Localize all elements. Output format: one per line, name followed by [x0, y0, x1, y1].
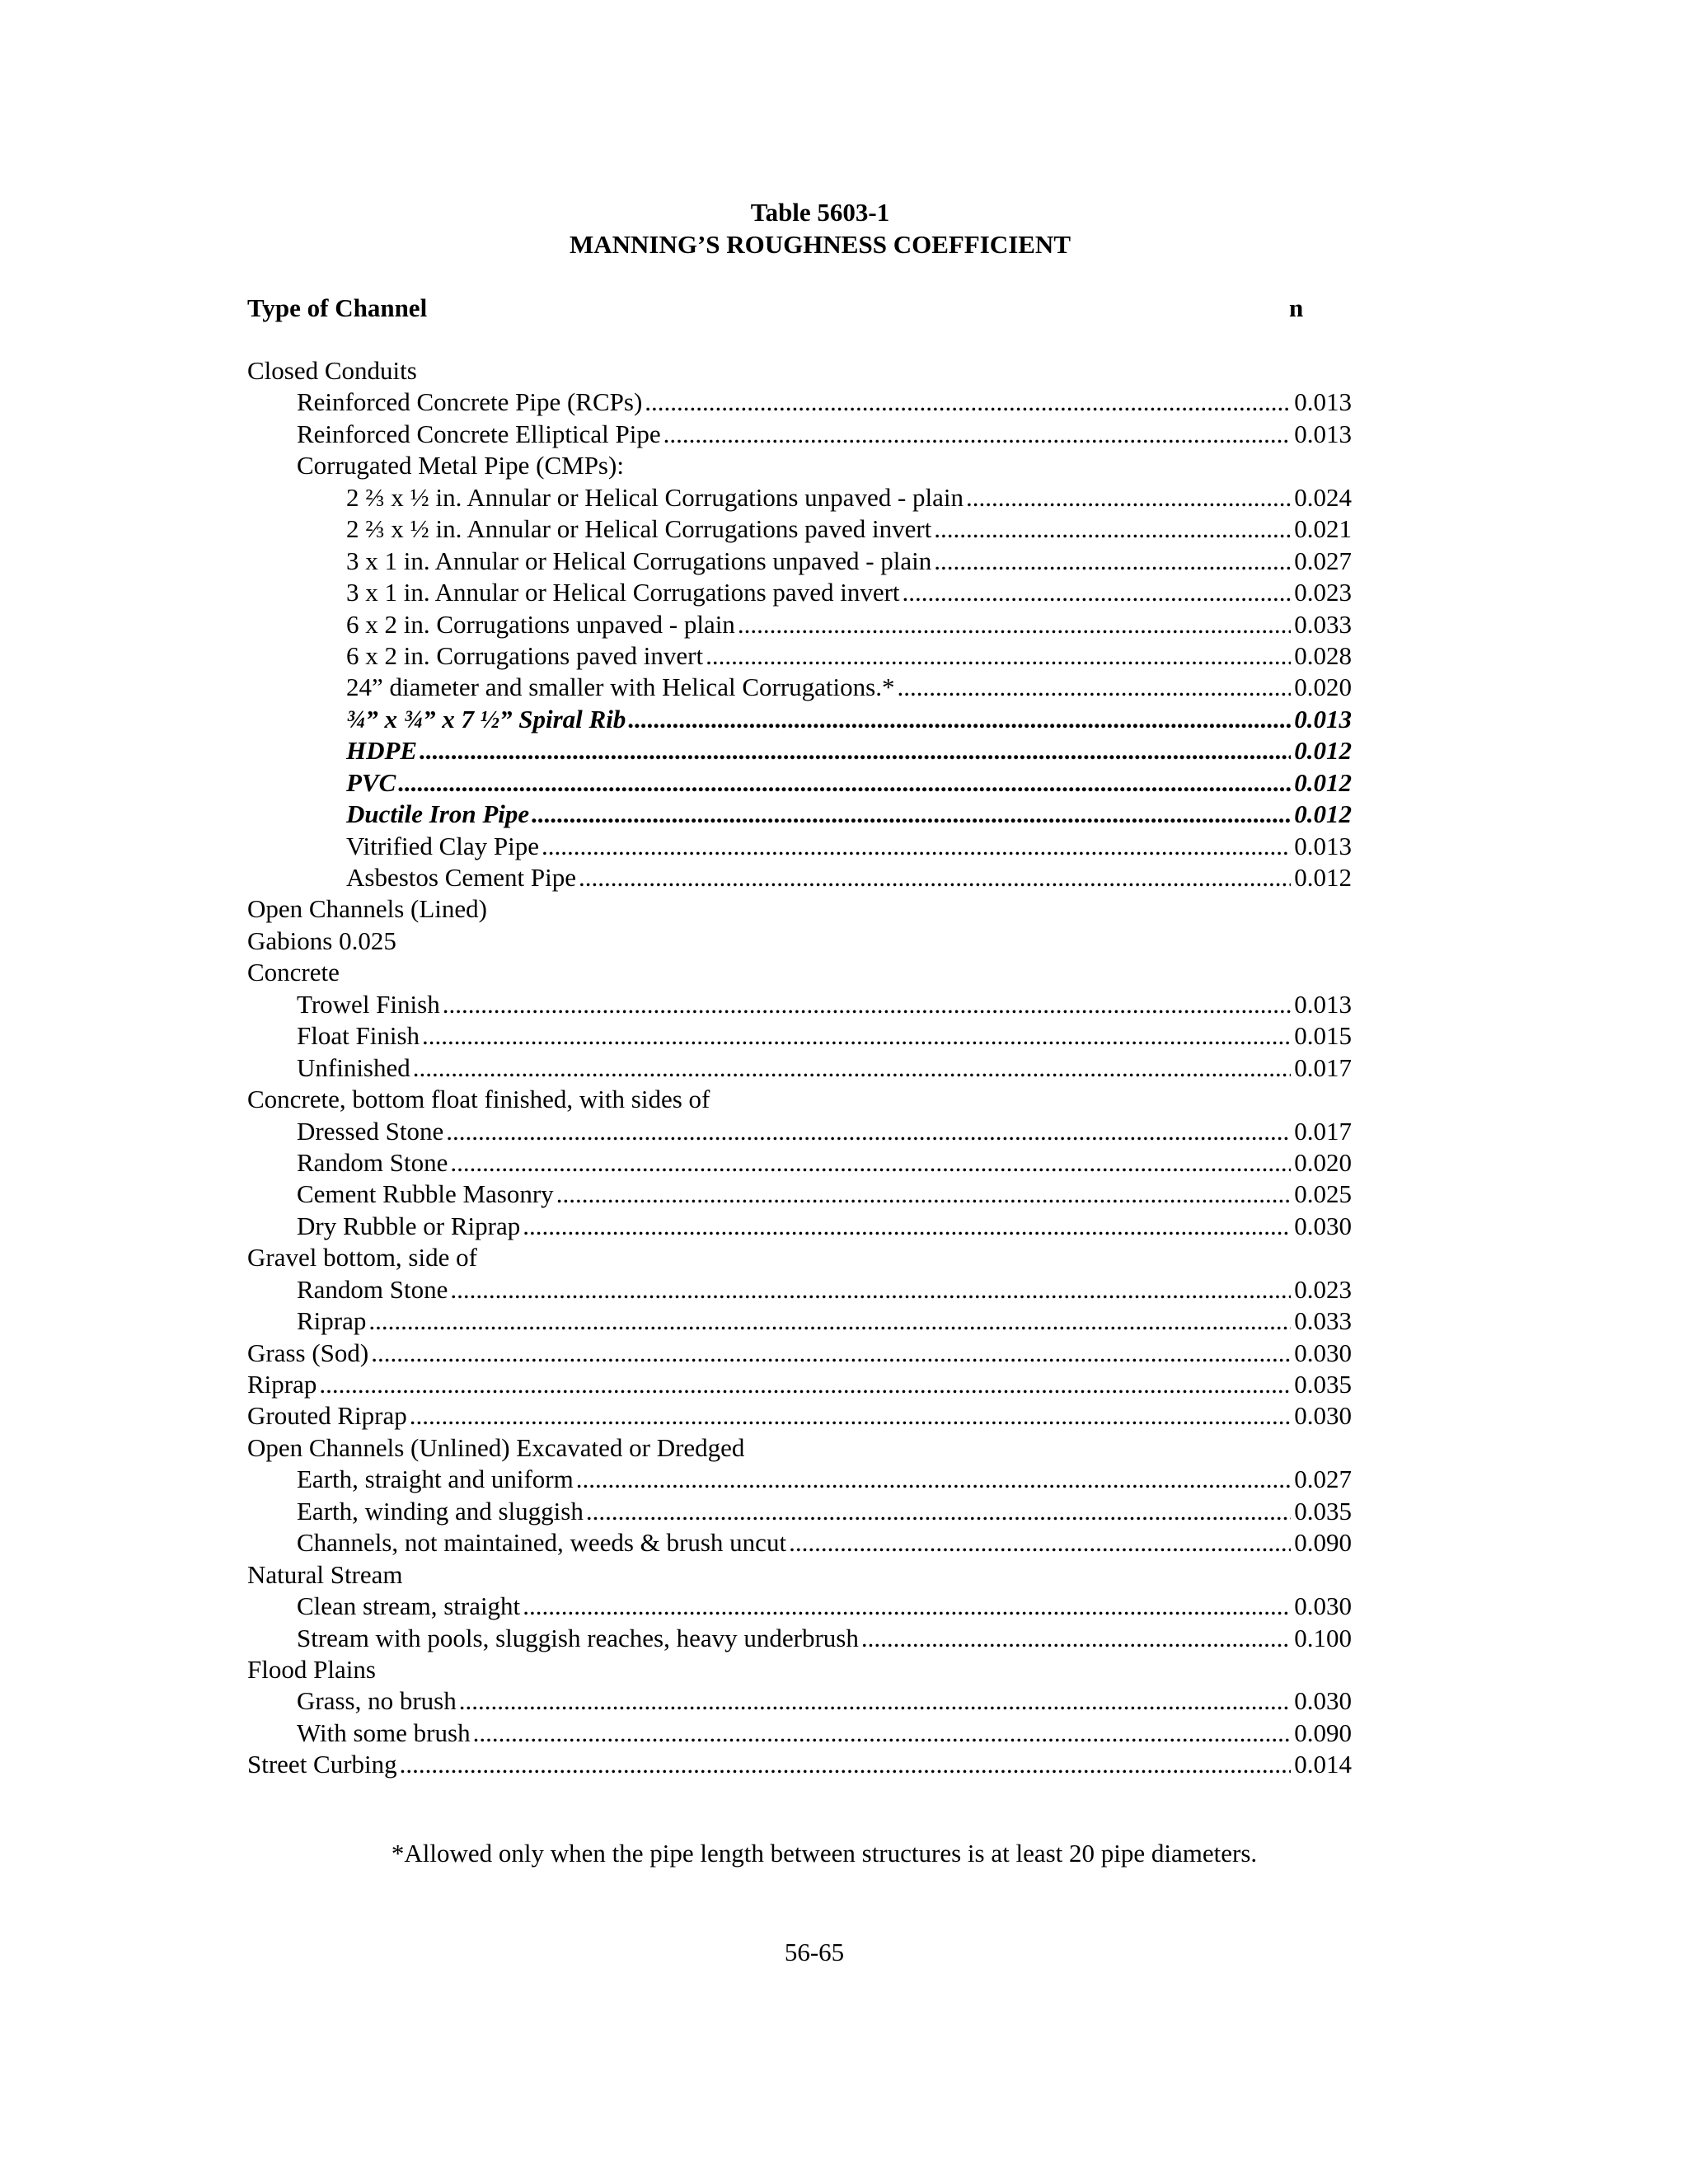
row-label: Gravel bottom, side of: [247, 1243, 477, 1272]
dot-leader: [443, 989, 1292, 1020]
footnote: *Allowed only when the pipe length between structures is at least 20 pipe diameters.: [391, 1839, 1258, 1868]
table-row: [247, 1400, 1352, 1432]
row-label: Gabions 0.025: [247, 926, 396, 955]
column-header-n: n: [1289, 293, 1304, 322]
table-row: [247, 1338, 1352, 1369]
table-row: [247, 419, 1352, 450]
dot-leader: [473, 1718, 1292, 1749]
row-label: Asbestos Cement Pipe: [346, 863, 576, 892]
row-label: Stream with pools, sluggish reaches, heavy underbrush: [297, 1623, 859, 1652]
row-value: 0.012: [1294, 767, 1352, 797]
table-name: MANNING’S ROUGHNESS COEFFICIENT: [569, 230, 1071, 259]
table-row: [247, 513, 1352, 545]
dot-leader: [542, 831, 1291, 862]
table-row: [247, 1211, 1352, 1242]
dot-leader: [579, 862, 1291, 893]
dot-leader: [966, 482, 1291, 513]
row-label: Grass (Sod): [247, 1338, 369, 1367]
dot-leader: [628, 704, 1291, 735]
row-value: 0.030: [1294, 1591, 1352, 1621]
row-value: 0.012: [1294, 799, 1352, 829]
row-value: 0.030: [1294, 1686, 1352, 1716]
row-label: Riprap: [247, 1370, 317, 1399]
table-row: [247, 482, 1352, 513]
dot-leader: [738, 609, 1291, 640]
row-label: 2 ⅔ x ½ in. Annular or Helical Corrugations paved invert: [346, 514, 932, 544]
row-value: 0.027: [1294, 546, 1352, 575]
row-label: Grouted Riprap: [247, 1401, 407, 1431]
table-title-block: [0, 196, 1640, 260]
dot-leader: [371, 1338, 1291, 1369]
table-section-heading: [247, 957, 1352, 988]
row-label: Flood Plains: [247, 1654, 376, 1684]
dot-leader: [398, 767, 1291, 799]
row-label: Riprap: [297, 1306, 367, 1336]
table-row: [247, 640, 1352, 672]
dot-leader: [523, 1591, 1291, 1622]
table-row: [247, 1274, 1352, 1305]
row-value: 0.014: [1294, 1750, 1352, 1779]
table-row: [247, 704, 1352, 735]
table-row: [247, 1464, 1352, 1495]
row-value: 0.013: [1294, 704, 1352, 733]
row-label: Open Channels (Unlined) Excavated or Dredged: [247, 1432, 745, 1462]
table-row: [247, 1369, 1352, 1400]
dot-leader: [903, 577, 1292, 608]
row-label: Reinforced Concrete Elliptical Pipe: [297, 419, 661, 448]
row-value: 0.017: [1294, 1052, 1352, 1082]
dot-leader: [897, 672, 1291, 703]
table-section-heading: [247, 1432, 1352, 1464]
table-row: [247, 1527, 1352, 1558]
table-section-heading: [247, 1654, 1352, 1685]
row-value: 0.013: [1294, 831, 1352, 860]
table-row: [247, 450, 1352, 481]
table-row: [247, 609, 1352, 640]
row-label: Natural Stream: [247, 1559, 403, 1589]
dot-leader: [663, 419, 1292, 450]
row-label: Random Stone: [297, 1274, 448, 1304]
row-label: Closed Conduits: [247, 356, 417, 385]
table-row: [247, 1116, 1352, 1147]
table-row: [247, 1718, 1352, 1749]
row-value: 0.035: [1294, 1370, 1352, 1399]
dot-leader: [368, 1305, 1291, 1337]
row-label: ¾” x ¾” x 7 ½” Spiral Rib: [346, 704, 626, 733]
row-value: 0.012: [1294, 736, 1352, 766]
row-value: 0.013: [1294, 419, 1352, 448]
row-value: 0.028: [1294, 640, 1352, 670]
table-row: [247, 1623, 1352, 1654]
row-label: Corrugated Metal Pipe (CMPs):: [297, 451, 624, 480]
dot-leader: [420, 735, 1291, 766]
row-label: Ductile Iron Pipe: [346, 799, 530, 829]
row-label: Float Finish: [297, 1021, 420, 1051]
coefficient-table: [247, 355, 1352, 1781]
row-value: 0.033: [1294, 609, 1352, 639]
row-label: 2 ⅔ x ½ in. Annular or Helical Corrugations unpaved - plain: [346, 482, 964, 512]
row-value: 0.013: [1294, 387, 1352, 417]
table-row: [247, 672, 1352, 703]
table-section-heading: [247, 1559, 1352, 1591]
row-value: 0.033: [1294, 1306, 1352, 1336]
row-value: 0.013: [1294, 989, 1352, 1019]
table-section-heading: [247, 893, 1352, 925]
dot-leader: [556, 1179, 1292, 1210]
dot-leader: [532, 799, 1291, 830]
dot-leader: [645, 387, 1291, 418]
row-value: 0.100: [1294, 1623, 1352, 1652]
row-value: 0.035: [1294, 1496, 1352, 1526]
table-row: [247, 831, 1352, 862]
row-label: PVC: [346, 767, 396, 797]
row-label: Random Stone: [297, 1147, 448, 1177]
dot-leader: [934, 546, 1291, 577]
dot-leader: [400, 1749, 1292, 1780]
row-label: 6 x 2 in. Corrugations paved invert: [346, 640, 704, 670]
row-value: 0.023: [1294, 1274, 1352, 1304]
row-value: 0.090: [1294, 1718, 1352, 1747]
table-row: [247, 1020, 1352, 1052]
row-label: Cement Rubble Masonry: [297, 1179, 554, 1209]
table-row: [247, 387, 1352, 418]
table-section-heading: [247, 355, 1352, 387]
row-value: 0.030: [1294, 1338, 1352, 1367]
row-value: 0.020: [1294, 673, 1352, 702]
table-row: [247, 1591, 1352, 1622]
row-value: 0.023: [1294, 578, 1352, 607]
table-row: [247, 1496, 1352, 1527]
row-label: Earth, straight and uniform: [297, 1465, 574, 1494]
dot-leader: [413, 1052, 1291, 1084]
dot-leader: [319, 1369, 1291, 1400]
row-label: Earth, winding and sluggish: [297, 1496, 584, 1526]
row-label: Unfinished: [297, 1052, 410, 1082]
row-value: 0.025: [1294, 1179, 1352, 1209]
row-label: Clean stream, straight: [297, 1591, 521, 1621]
row-value: 0.030: [1294, 1401, 1352, 1431]
row-label: 24” diameter and smaller with Helical Corrugations.*: [346, 673, 895, 702]
dot-leader: [706, 640, 1291, 672]
table-row: [247, 767, 1352, 799]
table-row: [247, 1685, 1352, 1717]
row-label: Channels, not maintained, weeds & brush uncut: [297, 1528, 787, 1558]
table-row: [247, 1179, 1352, 1210]
row-value: 0.027: [1294, 1465, 1352, 1494]
table-row: [247, 862, 1352, 893]
row-label: Grass, no brush: [297, 1686, 457, 1716]
row-label: Open Channels (Lined): [247, 894, 487, 924]
table-row: [247, 989, 1352, 1020]
row-label: Dressed Stone: [297, 1116, 444, 1146]
row-label: 3 x 1 in. Annular or Helical Corrugations unpaved - plain: [346, 546, 932, 575]
table-section-heading: [247, 1084, 1352, 1115]
row-label: Reinforced Concrete Pipe (RCPs): [297, 387, 643, 417]
table-row: [247, 546, 1352, 577]
row-label: Street Curbing: [247, 1750, 397, 1779]
dot-leader: [586, 1496, 1291, 1527]
row-value: 0.024: [1294, 482, 1352, 512]
row-label: Concrete: [247, 958, 340, 987]
dot-leader: [576, 1464, 1292, 1495]
dot-leader: [934, 513, 1291, 545]
row-value: 0.012: [1294, 863, 1352, 892]
row-label: 3 x 1 in. Annular or Helical Corrugations paved invert: [346, 578, 900, 607]
row-label: Dry Rubble or Riprap: [297, 1211, 521, 1240]
row-value: 0.017: [1294, 1116, 1352, 1146]
table-row: [247, 1305, 1352, 1337]
dot-leader: [861, 1623, 1291, 1654]
table-row: [247, 735, 1352, 766]
row-label: 6 x 2 in. Corrugations unpaved - plain: [346, 609, 735, 639]
row-value: 0.020: [1294, 1147, 1352, 1177]
row-label: Vitrified Clay Pipe: [346, 831, 540, 860]
row-label: Trowel Finish: [297, 989, 440, 1019]
row-label: Concrete, bottom float finished, with sides of: [247, 1085, 710, 1114]
row-label: HDPE: [346, 736, 418, 766]
table-section-heading: [247, 1242, 1352, 1273]
dot-leader: [523, 1211, 1291, 1242]
table-row: [247, 1147, 1352, 1179]
row-value: 0.090: [1294, 1528, 1352, 1558]
row-value: 0.021: [1294, 514, 1352, 544]
dot-leader: [459, 1685, 1292, 1717]
table-number: Table 5603-1: [750, 198, 890, 227]
row-label: With some brush: [297, 1718, 471, 1747]
table-row: [247, 577, 1352, 608]
dot-leader: [789, 1527, 1291, 1558]
dot-leader: [450, 1274, 1291, 1305]
column-header-type: Type of Channel: [247, 293, 428, 322]
page-number: 56-65: [784, 1938, 845, 1966]
dot-leader: [450, 1147, 1291, 1179]
dot-leader: [410, 1400, 1292, 1432]
dot-leader: [446, 1116, 1291, 1147]
table-section-heading: [247, 926, 1352, 957]
table-header: [247, 293, 1352, 326]
row-value: 0.015: [1294, 1021, 1352, 1051]
table-row: [247, 1052, 1352, 1084]
table-row: [247, 1749, 1352, 1780]
table-row: [247, 799, 1352, 830]
dot-leader: [422, 1020, 1291, 1052]
row-value: 0.030: [1294, 1211, 1352, 1240]
